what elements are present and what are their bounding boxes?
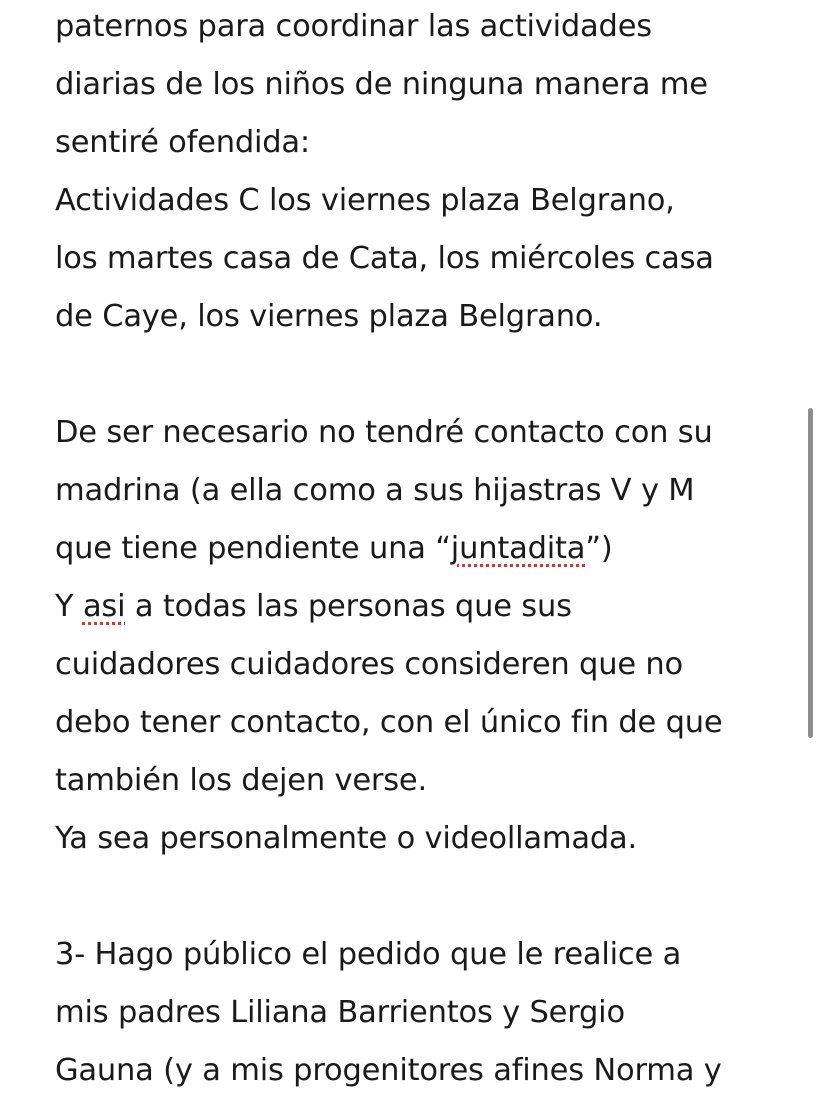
text-run: sentiré ofendida: [55, 125, 311, 160]
text-line [55, 810, 785, 868]
text-run: paternos para coordinar las actividades [55, 9, 652, 44]
text-run: de Caye, los viernes plaza Belgrano. [55, 299, 603, 334]
text-line [55, 230, 785, 288]
text-run: Y [55, 589, 83, 624]
text-line [55, 1042, 785, 1100]
paragraph-gap [55, 868, 785, 926]
misspelled-word[interactable]: asi [82, 589, 126, 624]
text-run: Gauna (y a mis progenitores afines Norma y [55, 1053, 722, 1088]
text-line [55, 984, 785, 1042]
text-run: debo tener contacto, con el único fin de que [55, 705, 723, 740]
text-run: Actividades C los viernes plaza Belgrano, [55, 183, 675, 218]
text-run: mis padres Liliana Barrientos y Sergio [55, 995, 625, 1030]
text-run: que tiene pendiente una “ [55, 531, 451, 566]
text-line [55, 578, 785, 636]
text-run: Ya sea personalmente o videollamada. [55, 821, 638, 856]
text-run: cuidadores cuidadores consideren que no [55, 647, 683, 682]
text-line [55, 288, 785, 346]
text-line [55, 520, 785, 578]
misspelled-word[interactable]: juntadita [450, 531, 586, 566]
paragraph-gap [55, 346, 785, 404]
text-run: 3- Hago público el pedido que le realice a [55, 937, 682, 972]
text-line [55, 926, 785, 984]
text-line [55, 694, 785, 752]
note-text-body[interactable] [55, 0, 785, 1100]
vertical-scrollbar[interactable] [808, 408, 813, 738]
text-run: madrina (a ella como a sus hijastras V y M [55, 473, 695, 508]
text-line [55, 56, 785, 114]
text-line [55, 114, 785, 172]
text-line [55, 636, 785, 694]
text-run: a todas las personas que sus [125, 589, 572, 624]
text-run: también los dejen verse. [55, 763, 427, 798]
text-line [55, 0, 785, 56]
text-line [55, 462, 785, 520]
text-line [55, 172, 785, 230]
text-line [55, 404, 785, 462]
text-line [55, 752, 785, 810]
text-run: ”) [585, 531, 613, 566]
text-run: De ser necesario no tendré contacto con su [55, 415, 713, 450]
text-run: diarias de los niños de ninguna manera me [55, 67, 708, 102]
text-run: los martes casa de Cata, los miércoles casa [55, 241, 714, 276]
